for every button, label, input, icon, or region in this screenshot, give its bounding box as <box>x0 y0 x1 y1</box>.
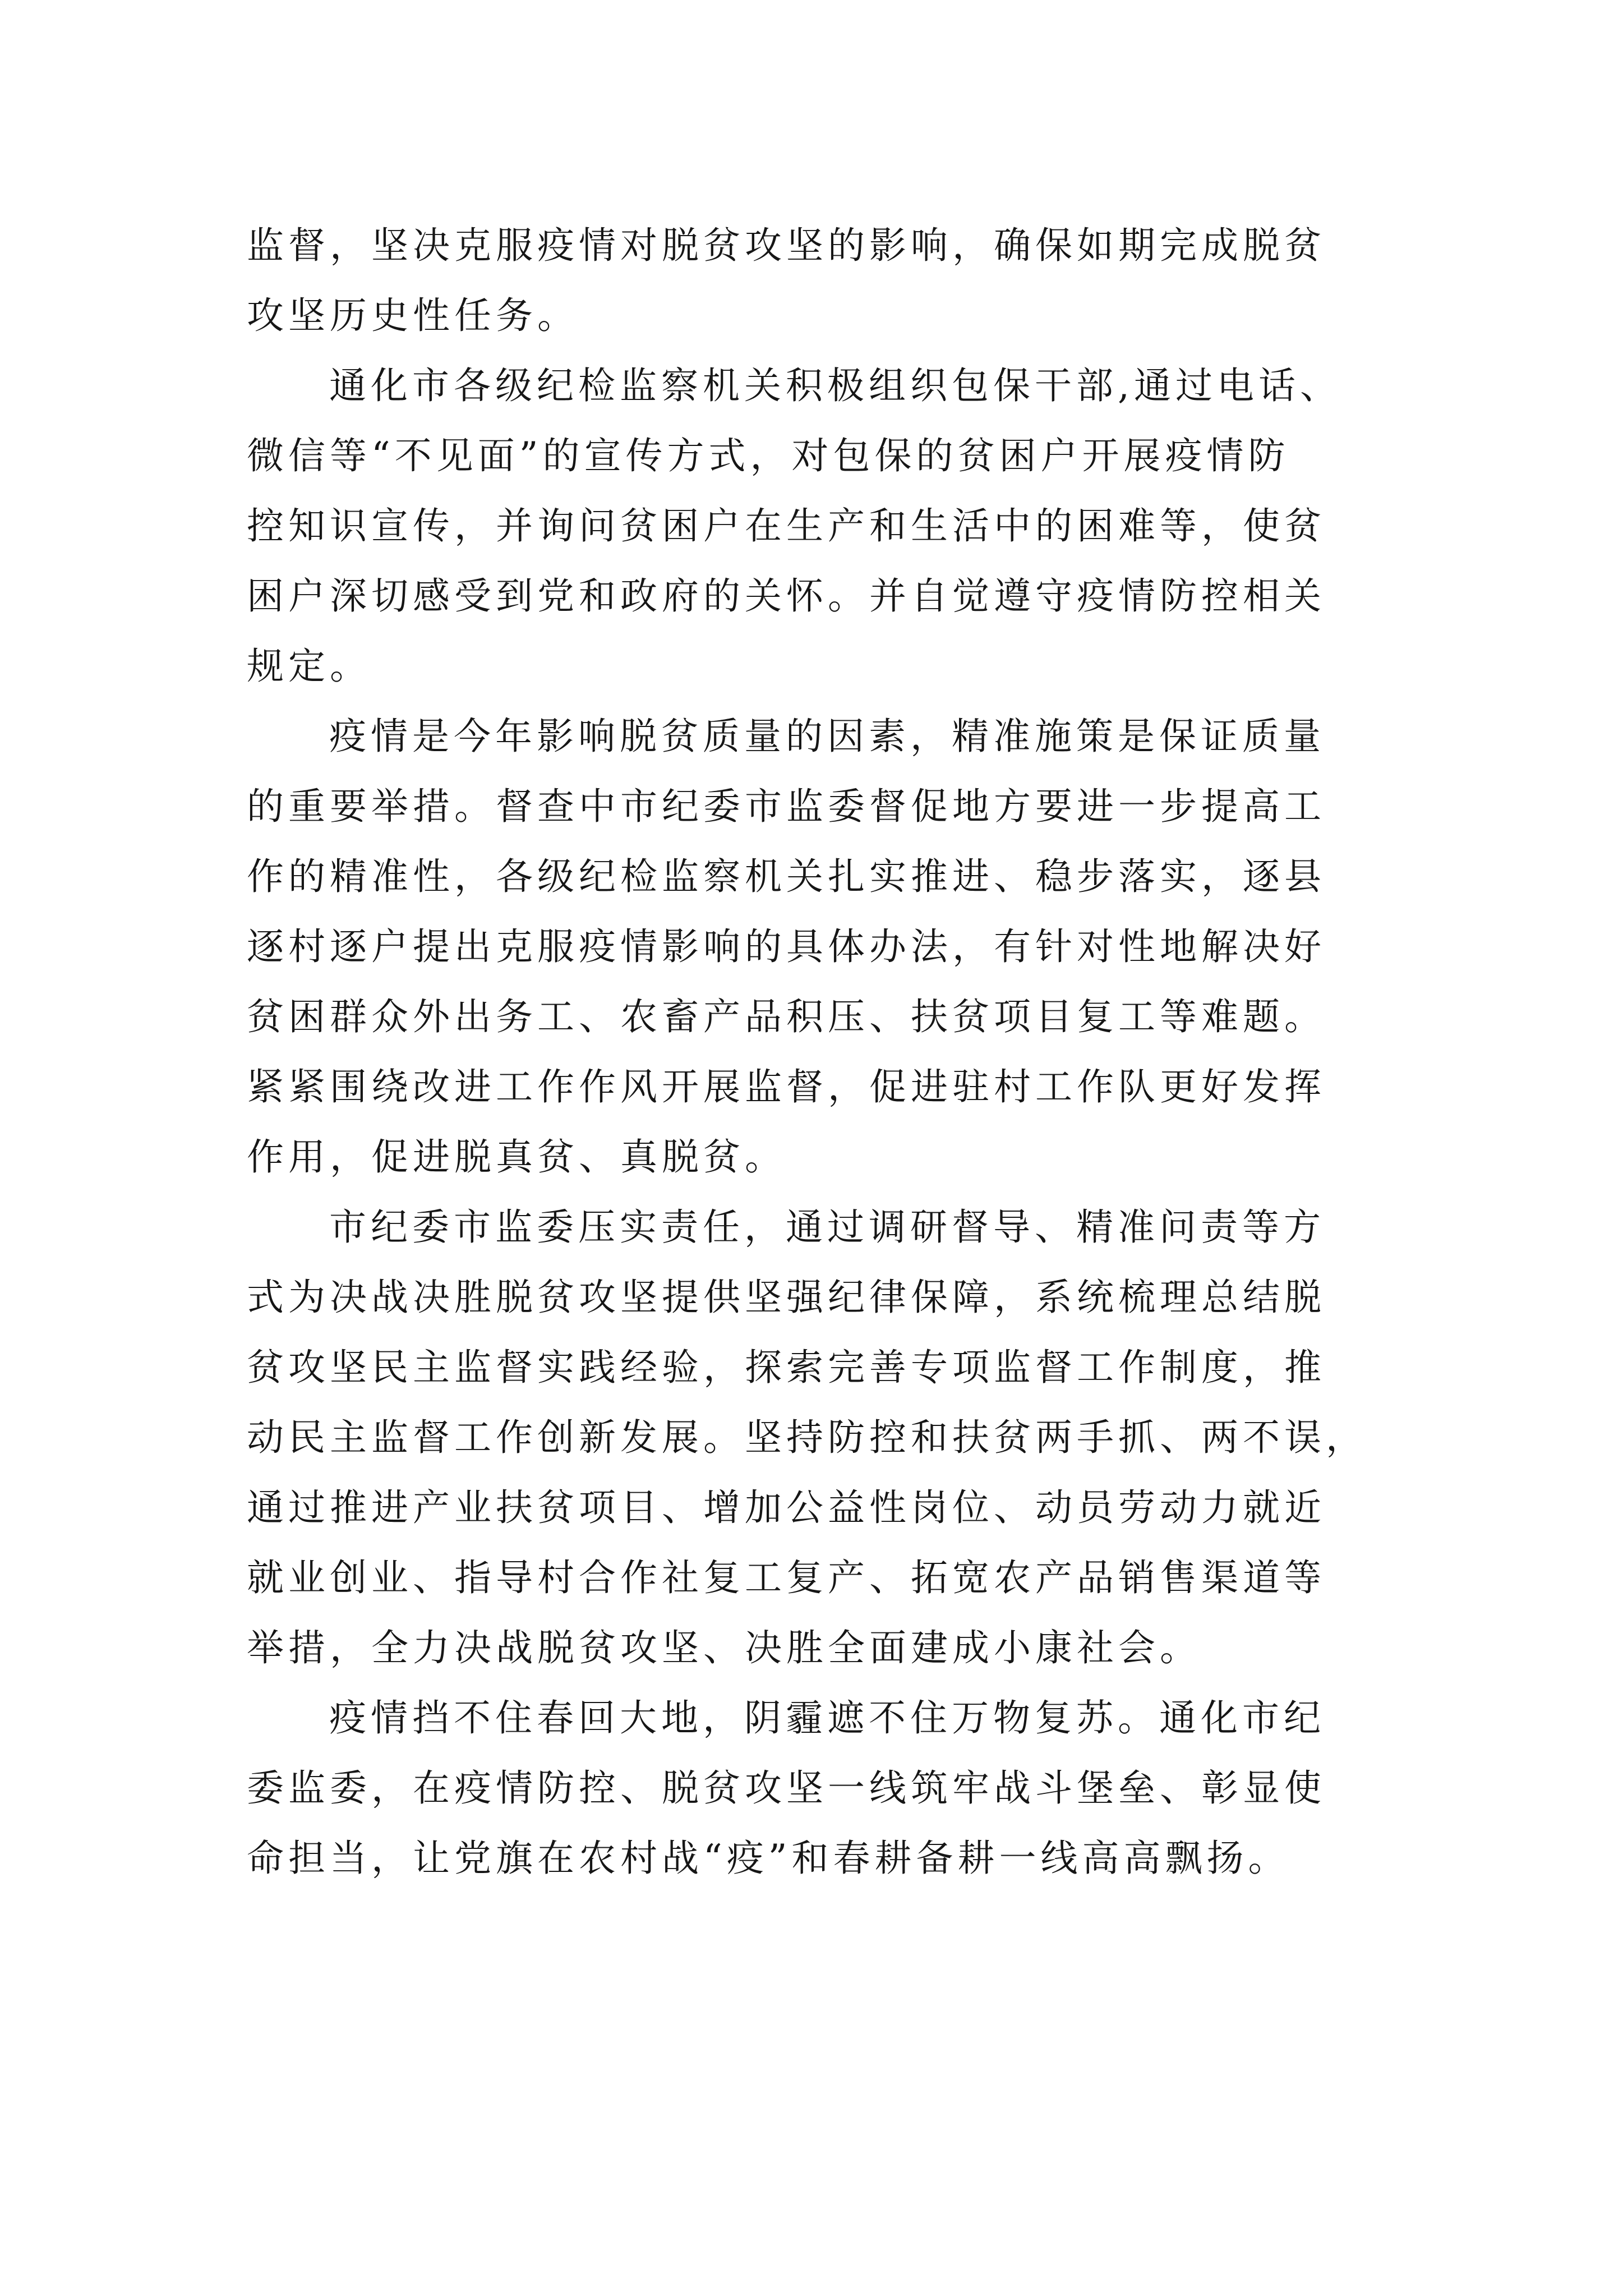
text-line: 委监委，在疫情防控、脱贫攻坚一线筑牢战斗堡垒、彰显使 <box>247 1766 1326 1810</box>
text-line: 市纪委市监委压实责任，通过调研督导、精准问责等方 <box>329 1205 1325 1249</box>
text-line: 控知识宣传，并询问贫困户在生产和生活中的困难等，使贫 <box>247 504 1326 547</box>
paragraph-responsibility <box>247 1192 1413 1683</box>
text-line: 困户深切感受到党和政府的关怀。并自觉遵守疫情防控相关 <box>247 574 1326 618</box>
text-line: 作的精准性，各级纪检监察机关扎实推进、稳步落实，逐县 <box>247 855 1326 898</box>
text-line: 通化市各级纪检监察机关积极组织包保干部,通过电话、 <box>329 364 1341 407</box>
paragraph-precision <box>247 701 1413 1192</box>
paragraph-continued <box>247 210 1413 351</box>
text-line: 监督，坚决克服疫情对脱贫攻坚的影响，确保如期完成脱贫 <box>247 224 1326 267</box>
text-line: 疫情是今年影响脱贫质量的因素，精准施策是保证质量 <box>329 715 1325 758</box>
text-line: 疫情挡不住春回大地，阴霾遮不住万物复苏。通化市纪 <box>329 1696 1325 1740</box>
paragraph-propaganda <box>247 351 1413 701</box>
text-line: 举措，全力决战脱贫攻坚、决胜全面建成小康社会。 <box>247 1626 1201 1669</box>
text-line: 动民主监督工作创新发展。坚持防控和扶贫两手抓、两不误， <box>247 1416 1367 1459</box>
text-line: 微信等“不见面”的宣传方式，对包保的贫困户开展疫情防 <box>247 434 1290 477</box>
document-body <box>247 210 1413 1893</box>
text-line: 作用，促进脱真贫、真脱贫。 <box>247 1135 786 1179</box>
text-line: 命担当，让党旗在农村战“疫”和春耕备耕一线高高飘扬。 <box>247 1837 1290 1880</box>
text-line: 规定。 <box>247 645 371 688</box>
text-line: 逐村逐户提出克服疫情影响的具体办法，有针对性地解决好 <box>247 925 1326 968</box>
text-line: 式为决战决胜脱贫攻坚提供坚强纪律保障，系统梳理总结脱 <box>247 1276 1326 1319</box>
text-line: 攻坚历史性任务。 <box>247 294 579 337</box>
text-line: 贫困群众外出务工、农畜产品积压、扶贫项目复工等难题。 <box>247 995 1326 1038</box>
text-line: 贫攻坚民主监督实践经验，探索完善专项监督工作制度，推 <box>247 1346 1326 1389</box>
paragraph-conclusion <box>247 1683 1413 1893</box>
text-line: 紧紧围绕改进工作作风开展监督，促进驻村工作队更好发挥 <box>247 1065 1326 1108</box>
text-line: 的重要举措。督查中市纪委市监委督促地方要进一步提高工 <box>247 785 1326 828</box>
text-line: 就业创业、指导村合作社复工复产、拓宽农产品销售渠道等 <box>247 1556 1326 1599</box>
text-line: 通过推进产业扶贫项目、增加公益性岗位、动员劳动力就近 <box>247 1486 1326 1529</box>
